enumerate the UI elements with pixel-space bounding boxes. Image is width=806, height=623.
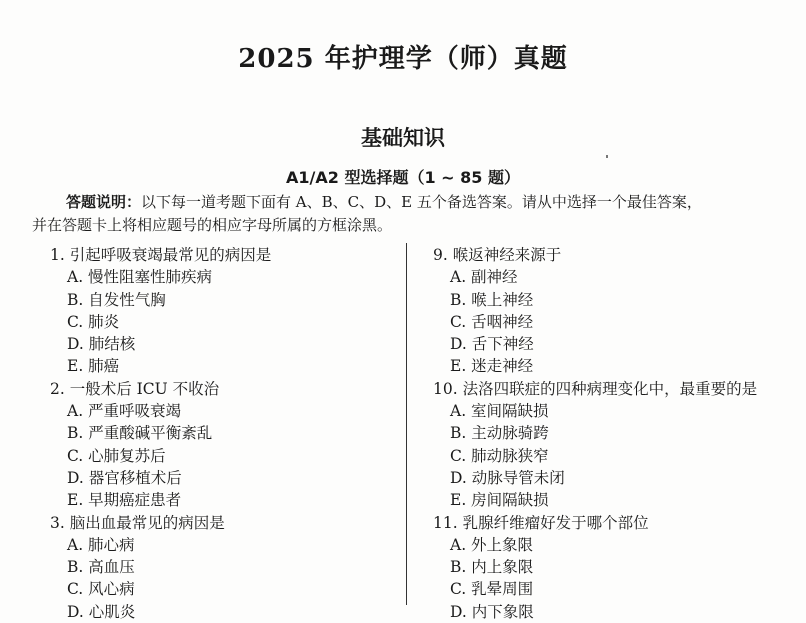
page-title: 2025 年护理学（师）真题 [238, 44, 568, 74]
question-10: 10. 法洛四联症的四种病理变化中，最重要的是 [433, 379, 758, 398]
instructions-line-2: 并在答题卡上将相应题号的相应字母所属的方框涂黑。 [32, 216, 393, 234]
question-2-option-d: D. 器官移植术后 [67, 468, 182, 487]
scan-speck [606, 155, 608, 158]
question-11: 11. 乳腺纤维瘤好发于哪个部位 [433, 513, 649, 532]
question-3-option-c: C. 风心病 [67, 580, 135, 599]
question-3-option-a: A. 肺心病 [67, 535, 135, 554]
right-column [433, 244, 803, 623]
question-2-option-b: B. 严重酸碱平衡紊乱 [67, 424, 213, 443]
question-2-option-e: E. 早期癌症患者 [67, 491, 182, 510]
question-1-option-d: D. 肺结核 [67, 335, 136, 354]
question-9-option-e: E. 迷走神经 [450, 357, 534, 376]
question-10-option-a: A. 室间隔缺损 [450, 402, 549, 421]
question-1-option-c: C. 肺炎 [67, 312, 120, 331]
question-11-option-d: D. 内下象限 [450, 602, 534, 621]
left-column [50, 244, 400, 623]
section-heading: A1/A2 型选择题（1 ~ 85 题） [286, 168, 520, 187]
instructions [32, 191, 792, 237]
question-1-option-a: A. 慢性阻塞性肺疾病 [67, 268, 213, 287]
question-2: 2. 一般术后 ICU 不收治 [50, 379, 220, 398]
column-divider [406, 243, 407, 605]
question-9: 9. 喉返神经来源于 [433, 246, 562, 264]
question-1-option-b: B. 自发性气胸 [67, 290, 166, 309]
instructions-lead: 答题说明： [66, 193, 142, 211]
instructions-line-1: 以下每一道考题下面有 A、B、C、D、E 五个备选答案。请从中选择一个最佳答案， [141, 193, 702, 211]
question-2-option-a: A. 严重呼吸衰竭 [67, 402, 182, 421]
question-11-option-c: C. 乳晕周围 [450, 580, 534, 599]
question-9-option-d: D. 舌下神经 [450, 335, 534, 354]
question-11-option-a: A. 外上象限 [450, 535, 534, 554]
question-9-option-c: C. 舌咽神经 [450, 312, 534, 331]
question-11-option-b: B. 内上象限 [450, 558, 534, 577]
question-3-option-b: B. 高血压 [67, 558, 135, 577]
question-3-option-d: D. 心肌炎 [67, 602, 136, 621]
question-9-option-b: B. 喉上神经 [450, 290, 534, 309]
question-1-option-e: E. 肺癌 [67, 357, 120, 376]
question-2-option-c: C. 心肺复苏后 [67, 446, 166, 465]
question-10-option-c: C. 肺动脉狭窄 [450, 446, 549, 465]
question-9-option-a: A. 副神经 [450, 268, 518, 287]
question-10-option-d: D. 动脉导管未闭 [450, 468, 565, 487]
question-1: 1. 引起呼吸衰竭最常见的病因是 [50, 246, 272, 264]
subject-heading: 基础知识 [361, 126, 445, 150]
question-10-option-e: E. 房间隔缺损 [450, 491, 549, 510]
question-10-option-b: B. 主动脉骑跨 [450, 424, 549, 443]
question-3: 3. 脑出血最常见的病因是 [50, 513, 225, 532]
